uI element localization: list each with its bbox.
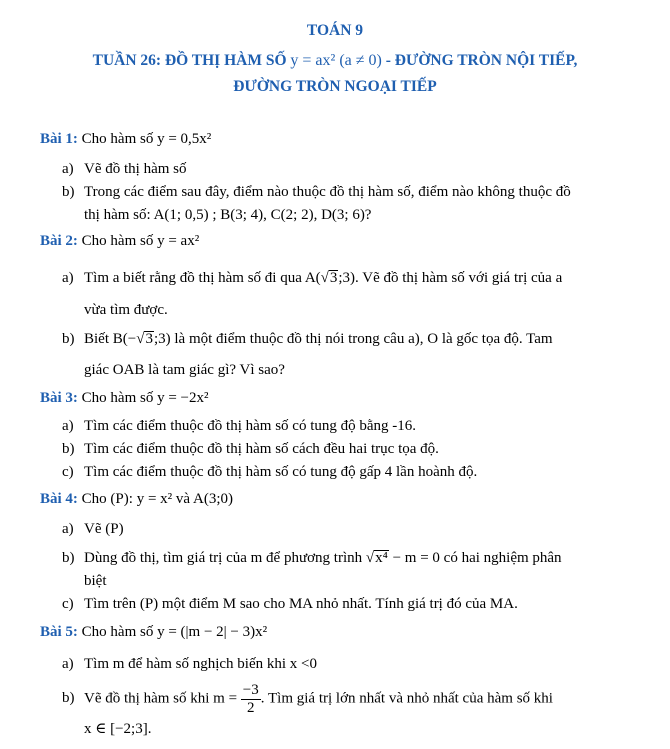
bai4-formula-a: A(3;0) bbox=[193, 491, 234, 507]
bai2-b-line2: giác OAB là tam giác gì? Vì sao? bbox=[84, 362, 285, 378]
bai4-formula-p: y = x² bbox=[136, 491, 173, 507]
bai1-label: Bài 1: bbox=[40, 131, 78, 147]
week-title-prefix: TUẦN 26: ĐỒ THỊ HÀM SỐ bbox=[92, 52, 287, 69]
bai1-a-label: a) bbox=[62, 161, 74, 177]
bai4-equation-eq: − m = 0 bbox=[392, 550, 440, 566]
bai5-a-text: Tìm m để hàm số nghịch biến khi x <0 bbox=[84, 656, 318, 672]
bai2-a-label: a) bbox=[62, 270, 74, 286]
bai4-a-label: a) bbox=[62, 521, 74, 537]
bai4-b bbox=[62, 550, 562, 567]
bai5-fraction-den: 2 bbox=[247, 699, 255, 716]
bai3-c bbox=[62, 465, 477, 480]
bai4-b-text-post: có hai nghiệm phân bbox=[443, 550, 562, 566]
bai4-label: Bài 4: bbox=[40, 491, 78, 507]
bai5-b-text-post: . Tìm giá trị lớn nhất và nhỏ nhất của hàm số khi bbox=[260, 690, 553, 707]
bai2-b bbox=[62, 331, 553, 348]
bai1-a-text: Vẽ đồ thị hàm số bbox=[84, 161, 187, 177]
bai5-a bbox=[62, 657, 317, 672]
bai2-point-a-post: ;3) bbox=[338, 270, 356, 286]
bai3-a-label: a) bbox=[62, 418, 74, 434]
bai2-a-text: Tìm a biết rằng đồ thị hàm số đi qua bbox=[84, 270, 302, 286]
bai3-c-text: Tìm các điểm thuộc đồ thị hàm số có tung độ gấp 4 lần hoành độ. bbox=[84, 464, 478, 480]
bai1-b-label: b) bbox=[62, 184, 75, 200]
bai4-b-text: Dùng đồ thị, tìm giá trị của m để phương trình bbox=[84, 550, 363, 566]
bai4-equation: √x⁴ − m = 0 bbox=[365, 550, 440, 566]
bai4-b-label: b) bbox=[62, 550, 75, 566]
bai4-text: Cho (P): bbox=[81, 491, 133, 507]
bai4-c-label: c) bbox=[62, 596, 74, 612]
bai1-b bbox=[62, 185, 571, 200]
bai5-b bbox=[62, 682, 553, 716]
bai3-b-text: Tìm các điểm thuộc đồ thị hàm số cách đều hai trục tọa độ. bbox=[84, 441, 439, 457]
week-title-formula: y = ax² (a ≠ 0) bbox=[290, 52, 382, 69]
bai3-heading bbox=[40, 391, 209, 406]
bai3-text: Cho hàm số bbox=[81, 390, 154, 406]
bai3-b bbox=[62, 442, 439, 457]
bai4-equation-root: x⁴ bbox=[375, 550, 388, 566]
bai5-heading bbox=[40, 625, 267, 640]
week-title-line2: ĐƯỜNG TRÒN NGOẠI TIẾP bbox=[233, 78, 437, 95]
bai2-text: Cho hàm số bbox=[81, 233, 154, 249]
bai1-a bbox=[62, 162, 187, 177]
bai5-label: Bài 5: bbox=[40, 624, 78, 640]
bai4-a bbox=[62, 522, 124, 537]
bai2-point-b-post: ;3) bbox=[153, 331, 171, 347]
bai2-point-a: A(√3;3) bbox=[304, 270, 356, 286]
bai1-text: Cho hàm số bbox=[81, 131, 154, 147]
bai5-fraction bbox=[241, 682, 261, 716]
bai3-b-label: b) bbox=[62, 441, 75, 457]
bai2-heading bbox=[40, 234, 199, 249]
bai3-a-text: Tìm các điểm thuộc đồ thị hàm số có tung độ bằng -16. bbox=[84, 418, 417, 434]
bai2-b-label: b) bbox=[62, 331, 75, 347]
bai3-formula: y = −2x² bbox=[157, 390, 209, 406]
bai3-label: Bài 3: bbox=[40, 390, 78, 406]
bai4-c bbox=[62, 597, 518, 612]
bai2-label: Bài 2: bbox=[40, 233, 78, 249]
bai4-c-text: Tìm trên (P) một điểm M sao cho MA nhỏ nhất. Tính giá trị đó của MA. bbox=[84, 596, 518, 612]
bai4-b-line2: biệt bbox=[84, 573, 107, 589]
bai5-b-line2: x ∈ [−2;3]. bbox=[84, 721, 152, 737]
bai5-formula: y = (|m − 2| − 3)x² bbox=[157, 624, 268, 640]
bai2-a-text-post: . Vẽ đồ thị hàm số với giá trị của a bbox=[355, 270, 563, 286]
bai1-b-line2: thị hàm số: A(1; 0,5) ; B(3; 4), C(2; 2), D(3; 6)? bbox=[84, 207, 372, 223]
bai5-a-label: a) bbox=[62, 656, 74, 672]
bai2-point-b: B(−√3;3) bbox=[112, 331, 171, 347]
bai4-a-text: Vẽ (P) bbox=[84, 521, 124, 537]
bai5-m-eq: m = bbox=[213, 690, 238, 707]
bai2-point-a-root: 3 bbox=[329, 270, 338, 286]
bai5-b-text: Vẽ đồ thị hàm số khi bbox=[84, 690, 210, 707]
bai2-a-line2: vừa tìm được. bbox=[84, 302, 168, 318]
bai2-point-b-pre: B(− bbox=[112, 331, 137, 347]
bai4-and: và bbox=[175, 491, 191, 507]
bai5-text: Cho hàm số bbox=[81, 624, 154, 640]
bai1-b-text-1: Trong các điểm sau đây, điểm nào thuộc đồ thị hàm số, điểm nào không thuộc đồ bbox=[84, 184, 571, 200]
subject-title: TOÁN 9 bbox=[306, 22, 364, 39]
bai3-a bbox=[62, 419, 416, 434]
bai5-b-label: b) bbox=[62, 690, 75, 707]
bai2-point-b-root: 3 bbox=[145, 331, 153, 347]
bai4-heading bbox=[40, 492, 233, 507]
bai5-fraction-num: −3 bbox=[242, 682, 259, 698]
week-title-line1 bbox=[0, 52, 670, 70]
bai3-c-label: c) bbox=[62, 464, 74, 480]
bai2-formula: y = ax² bbox=[157, 233, 200, 249]
bai2-b-text-post: là một điểm thuộc đồ thị nói trong câu a), O là gốc tọa độ. Tam bbox=[174, 331, 553, 347]
bai1-heading bbox=[40, 132, 211, 147]
bai2-point-a-pre: A( bbox=[304, 270, 321, 286]
bai2-a bbox=[62, 270, 562, 287]
week-title-suffix: - ĐƯỜNG TRÒN NỘI TIẾP, bbox=[385, 52, 578, 69]
bai2-b-text: Biết bbox=[84, 331, 109, 347]
bai1-formula: y = 0,5x² bbox=[157, 131, 212, 147]
